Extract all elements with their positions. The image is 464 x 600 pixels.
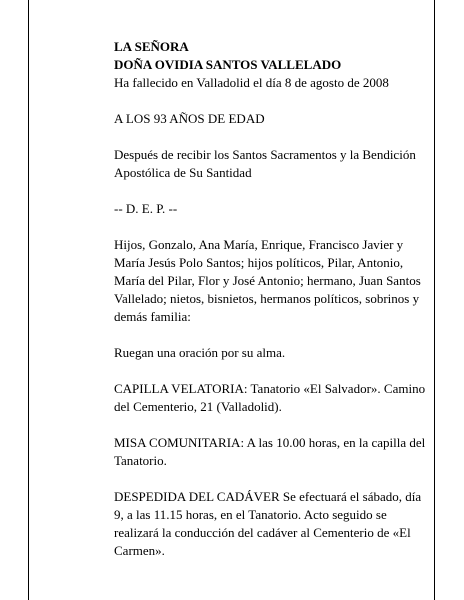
obituary-text [114, 38, 426, 578]
prayer-line: Ruegan una oración por su alma. [114, 345, 286, 360]
deceased-name: DOÑA OVIDIA SANTOS VALLELADO [114, 57, 342, 72]
death-notice: Ha fallecido en Valladolid el día 8 de agosto de 2008 [114, 75, 389, 90]
chapel-paragraph: CAPILLA VELATORIA: Tanatorio «El Salvador». Camino del Cementerio, 21 (Valladolid). [114, 381, 426, 414]
age-line: A LOS 93 AÑOS DE EDAD [114, 111, 265, 126]
obituary-header [114, 38, 426, 92]
rip-line: -- D. E. P. -- [114, 201, 178, 216]
sacraments-paragraph: Después de recibir los Santos Sacramentos y la Bendición Apostólica de Su Santidad [114, 147, 416, 180]
mass-paragraph: MISA COMUNITARIA: A las 10.00 horas, en la capilla del Tanatorio. [114, 435, 426, 468]
family-paragraph: Hijos, Gonzalo, Ana María, Enrique, Francisco Javier y María Jesús Polo Santos; hijos políticos, Pilar, Antonio, María del Pilar, Flor y José Antonio; hermano, Juan Santos Vallelado; nietos, bisnietos, hermanos políticos, sobrinos y demás familia: [114, 237, 421, 324]
title-line: LA SEÑORA [114, 39, 189, 54]
farewell-paragraph: DESPEDIDA DEL CADÁVER Se efectuará el sábado, día 9, a las 11.15 horas, en el Tanatorio. Acto seguido se realizará la conducción del cadáver al Cementerio de «El Carmen». [114, 489, 422, 558]
